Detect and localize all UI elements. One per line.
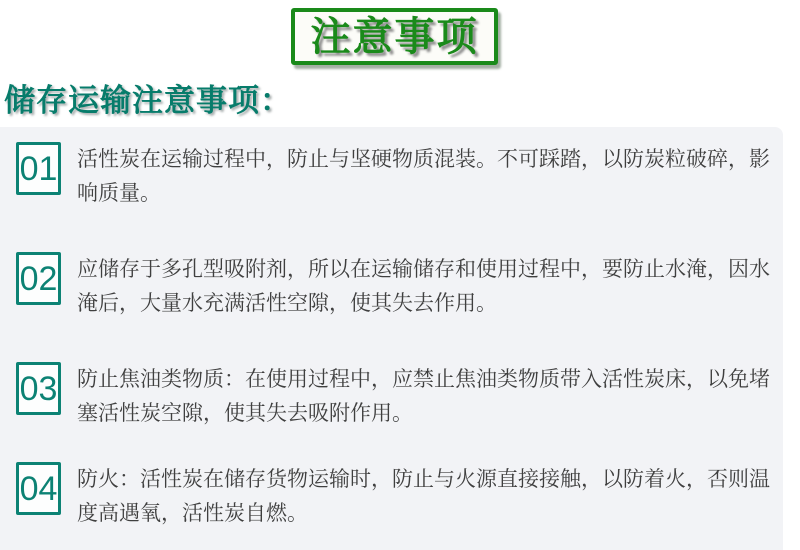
item-number-box: [16, 252, 61, 305]
item-text: 活性炭在运输过程中，防止与坚硬物质混装。不可踩踏，以防炭粒破碎，影响质量。: [77, 148, 770, 205]
notice-item-2: [16, 252, 781, 321]
item-number-box: [16, 362, 61, 415]
item-number: 01: [19, 149, 58, 188]
item-text: 防火：活性炭在储存货物运输时，防止与火源直接接触，以防着火，否则温度高遇氧，活性炭自燃。: [77, 468, 770, 525]
notice-badge-title: 注意事项: [310, 14, 479, 59]
section-title: 储存运输注意事项：: [4, 83, 292, 118]
item-number: 03: [19, 369, 58, 408]
content-panel: [0, 127, 783, 550]
item-number: 04: [19, 469, 58, 508]
item-number: 02: [19, 259, 58, 298]
item-text: 应储存于多孔型吸附剂，所以在运输储存和使用过程中，要防止水淹，因水淹后，大量水充满活性空隙，使其失去作用。: [77, 258, 770, 315]
notice-item-1: [16, 142, 781, 211]
item-text: 防止焦油类物质：在使用过程中，应禁止焦油类物质带入活性炭床，以免堵塞活性炭空隙，使其失去吸附作用。: [77, 368, 770, 425]
notice-item-3: [16, 362, 781, 431]
notice-badge: [291, 8, 498, 65]
item-number-box: [16, 142, 61, 195]
item-number-box: [16, 462, 61, 515]
notice-item-4: [16, 462, 781, 531]
